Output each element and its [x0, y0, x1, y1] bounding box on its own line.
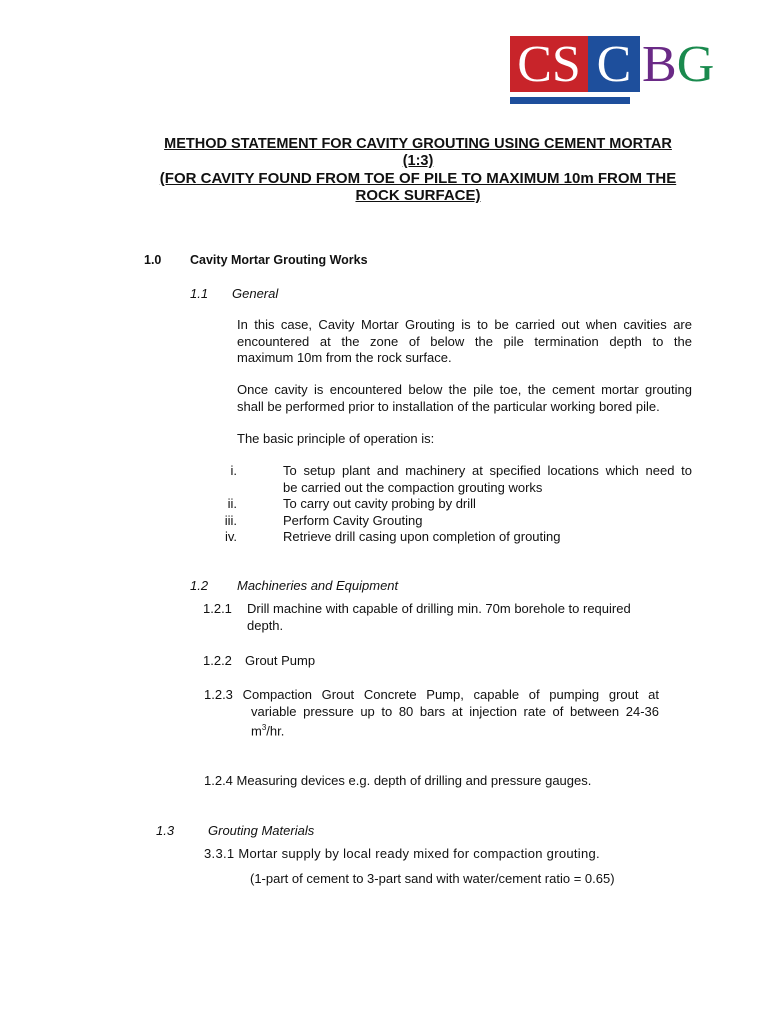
- logo-letters: BG: [642, 36, 715, 93]
- item-number: 1.2.2: [203, 653, 232, 668]
- list-number: iii.: [224, 513, 237, 528]
- logo-block-red: CS: [510, 36, 588, 92]
- section-number: 1.0: [144, 253, 162, 267]
- logo-underline-bar: [510, 97, 630, 104]
- logo-block-blue: C: [588, 36, 640, 92]
- list-item: Grout Pump: [245, 653, 316, 668]
- document-subtitle-line2: ROCK SURFACE): [355, 187, 481, 204]
- document-title-line2: (1:3): [402, 153, 434, 169]
- list-item: 3.3.1 Mortar supply by local ready mixed for compaction grouting.: [204, 846, 600, 861]
- company-logo: [510, 36, 715, 106]
- list-number: i.: [230, 463, 237, 478]
- list-item: Drill machine with capable of drilling min. 70m borehole to required depth.: [247, 601, 631, 633]
- section-heading: Cavity Mortar Grouting Works: [190, 253, 368, 267]
- list-item: Perform Cavity Grouting: [283, 513, 423, 528]
- list-item: 1.2.4 Measuring devices e.g. depth of drilling and pressure gauges.: [204, 773, 592, 788]
- list-item: To setup plant and machinery at specified locations which need to be carried out the compaction grouting works: [283, 463, 692, 495]
- document-subtitle-line1: (FOR CAVITY FOUND FROM TOE OF PILE TO MAXIMUM 10m FROM THE: [159, 170, 677, 187]
- list-item: To carry out cavity probing by drill: [283, 496, 476, 511]
- list-number: iv.: [224, 529, 237, 544]
- subsection-number: 1.3: [156, 823, 175, 838]
- list-number: ii.: [227, 496, 237, 511]
- subsection-heading: General: [232, 286, 279, 301]
- paragraph: The basic principle of operation is:: [237, 431, 435, 446]
- subsection-number: 1.1: [190, 286, 209, 301]
- list-item-detail: (1-part of cement to 3-part sand with water/cement ratio = 0.65): [250, 871, 615, 886]
- item-number: 1.2.1: [203, 601, 232, 616]
- paragraph: Once cavity is encountered below the pile toe, the cement mortar grouting shall be performed prior to installation of the particular working bored pile.: [237, 382, 692, 414]
- subsection-heading: Grouting Materials: [208, 823, 315, 838]
- subsection-number: 1.2: [190, 578, 209, 593]
- list-item: 1.2.3 Compaction Grout Concrete Pump, capable of pumping grout at variable pressure up to 80 bars at injection rate of between 24-36 $m^3/hr$.: [204, 687, 659, 739]
- list-item: Retrieve drill casing upon completion of grouting: [283, 529, 561, 544]
- paragraph: In this case, Cavity Mortar Grouting is to be carried out when cavities are encountered at the zone of below the pile termination depth to the maximum 10m from the rock surface.: [237, 317, 692, 365]
- document-title-line1: METHOD STATEMENT FOR CAVITY GROUTING USING CEMENT MORTAR: [164, 136, 672, 152]
- subsection-heading: Machineries and Equipment: [237, 578, 399, 593]
